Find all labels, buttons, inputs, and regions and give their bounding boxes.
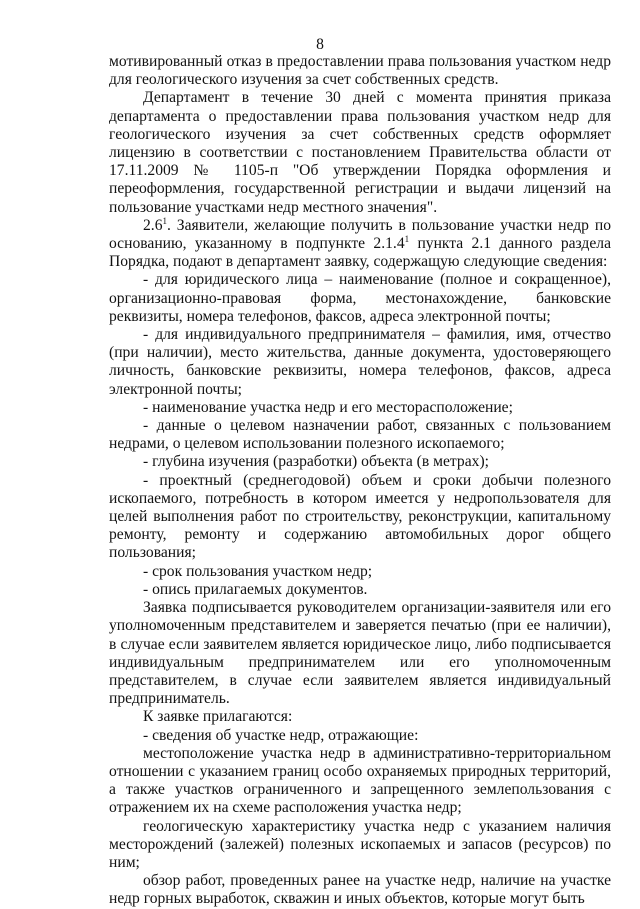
document-body — [109, 53, 611, 909]
list-item-term: - срок пользования участком недр; — [143, 562, 373, 580]
section-number: 2.6 — [143, 216, 163, 234]
page-number: 8 — [316, 36, 324, 53]
list-item-entrepreneur: - для индивидуального предпринимателя – фамилия, имя, отчество (при наличии), место жительства, данные документа, удостоверяющего личность, банковские реквизиты, номера телефонов, факсов, адреса электронной почты; — [109, 326, 611, 398]
list-item-inventory: - опись прилагаемых документов. — [143, 580, 368, 598]
paragraph-review: обзор работ, проведенных ранее на участке недр, наличие на участке недр горных выработок, скважин и иных объектов, которые могут быть — [109, 872, 611, 908]
paragraph-attachments: К заявке прилагаются: — [143, 708, 293, 726]
list-item-purpose: - данные о целевом назначении работ, связанных с пользованием недрами, о целевом использовании полезного ископаемого; — [109, 417, 611, 453]
list-item-depth: - глубина изучения (разработки) объекта (в метрах); — [143, 453, 489, 471]
superscript-1: 1 — [162, 215, 167, 226]
paragraph-signature: Заявка подписывается руководителем организации-заявителя или его уполномоченным представителем и заверяется печатью (при ее наличии), в случае если заявителем является юридическое лицо, либо подписывается индивидуальным предпринимателем или его уполномоченным представителем, в случае если заявителем является индивидуальный предприниматель. — [109, 599, 611, 708]
paragraph-3-middle: . Заявители, желающие получить в пользование участки недр по основанию, указанному в подпункте 2.1.4 — [109, 216, 611, 253]
paragraph-location: местоположение участка недр в административно-территориальном отношении с указанием границ особо охраняемых природных территорий, а также участков ограниченного и запрещенного землепользования с отражением их на схеме расположения участка недр; — [109, 744, 611, 817]
list-item-legal-entity: - для юридического лица – наименование (полное и сокращенное), организационно-правовая форма, местонахождение, банковские реквизиты, номера телефонов, факсов, адреса электронной почты; — [109, 271, 611, 325]
paragraph-3 — [109, 217, 611, 272]
paragraph-3-end: пункта 2.1 данного раздела Порядка, подают в департамент заявку, содержащую следующие сведения: — [109, 235, 611, 271]
paragraph-geology: геологическую характеристику участка недр с указанием наличия месторождений (залежей) полезных ископаемых и запасов (ресурсов) по ним; — [109, 817, 611, 871]
list-item-volume: - проектный (среднегодовой) объем и сроки добычи полезного ископаемого, потребность в котором имеется у недропользователя для целей выполнения работ по строительству, реконструкции, капитальному ремонту, ремонту и содержанию автомобильных дорог общего пользования; — [109, 471, 611, 562]
paragraph-1: мотивированный отказ в предоставлении права пользования участком недр для геологического изучения за счет собственных средств. — [109, 53, 611, 89]
superscript-2: 1 — [404, 234, 410, 245]
list-item-site-name: - наименование участка недр и его месторасположение; — [143, 398, 513, 416]
paragraph-2: Департамент в течение 30 дней с момента принятия приказа департамента о предоставлении права пользования участком недр для геологического изучения за счет собственных средств оформляет лицензию в соответствии с постановлением Правительства области от 17.11.2009 № 1105-п "Об утверждении Порядка оформления и переоформления, государственной регистрации и выдачи лицензий на пользование участками недр местного значения". — [109, 89, 611, 216]
list-item-site-info: - сведения об участке недр, отражающие: — [143, 726, 419, 744]
